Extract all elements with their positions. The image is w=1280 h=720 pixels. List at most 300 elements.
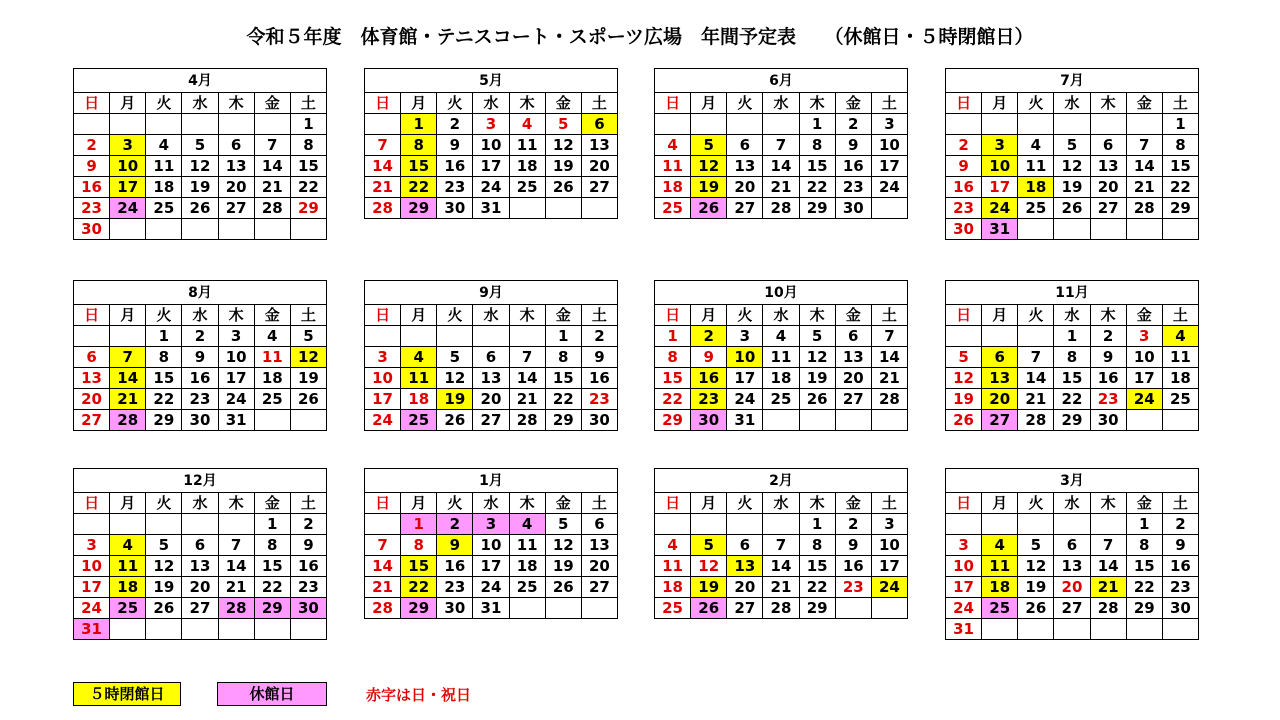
day-cell: 22 [401,577,437,598]
day-cell: 19 [146,577,182,598]
month-calendar [654,280,908,431]
day-cell: 1 [290,114,326,135]
day-cell: 22 [1162,177,1198,198]
day-cell: 20 [835,368,871,389]
day-cell: 16 [74,177,110,198]
day-cell: 11 [982,556,1018,577]
empty-cell [401,326,437,347]
empty-cell [74,514,110,535]
month-title: 3月 [946,469,1199,493]
weekday-header: 金 [254,305,290,326]
day-cell: 18 [146,177,182,198]
day-cell: 18 [401,389,437,410]
day-cell: 20 [727,577,763,598]
day-cell: 27 [835,389,871,410]
empty-cell [799,410,835,431]
weekday-header: 月 [110,305,146,326]
empty-cell [946,114,982,135]
day-cell: 9 [581,347,617,368]
day-cell: 25 [401,410,437,431]
day-cell: 14 [110,368,146,389]
day-cell: 6 [182,535,218,556]
day-cell: 8 [254,535,290,556]
weekday-header: 火 [727,93,763,114]
day-cell: 29 [401,198,437,219]
weekday-header: 月 [982,493,1018,514]
empty-cell [982,514,1018,535]
weekday-header: 金 [835,493,871,514]
day-cell: 3 [473,514,509,535]
weekday-header: 月 [401,305,437,326]
weekday-header: 金 [1126,93,1162,114]
weekday-header: 火 [727,493,763,514]
day-cell: 24 [473,177,509,198]
empty-cell [1162,219,1198,240]
day-cell: 21 [1018,389,1054,410]
day-cell: 12 [545,535,581,556]
weekday-header: 金 [1126,493,1162,514]
weekday-header: 土 [290,305,326,326]
day-cell: 12 [182,156,218,177]
day-cell: 12 [946,368,982,389]
day-cell: 1 [799,514,835,535]
day-cell: 25 [763,389,799,410]
day-cell: 17 [110,177,146,198]
day-cell: 21 [365,577,401,598]
day-cell: 14 [1126,156,1162,177]
day-cell: 12 [1054,156,1090,177]
day-cell: 1 [254,514,290,535]
day-cell: 18 [254,368,290,389]
day-cell: 5 [946,347,982,368]
empty-cell [655,114,691,135]
day-cell: 26 [437,410,473,431]
empty-cell [290,219,326,240]
day-cell: 1 [1162,114,1198,135]
month-title: 6月 [655,69,908,93]
empty-cell [254,219,290,240]
day-cell: 12 [545,135,581,156]
day-cell: 29 [799,598,835,619]
day-cell: 31 [982,219,1018,240]
day-cell: 10 [218,347,254,368]
empty-cell [835,410,871,431]
day-cell: 3 [982,135,1018,156]
day-cell: 26 [545,577,581,598]
day-cell: 6 [835,326,871,347]
day-cell: 22 [1126,577,1162,598]
empty-cell [218,514,254,535]
day-cell: 11 [763,347,799,368]
day-cell: 23 [437,177,473,198]
day-cell: 31 [74,619,110,640]
day-cell: 15 [401,156,437,177]
month-calendar [364,280,618,431]
day-cell: 20 [218,177,254,198]
day-cell: 28 [763,198,799,219]
day-cell: 30 [835,198,871,219]
day-cell: 23 [691,389,727,410]
month-calendar [654,468,908,619]
day-cell: 7 [218,535,254,556]
weekday-header: 月 [691,93,727,114]
day-cell: 29 [1162,198,1198,219]
day-cell: 5 [1054,135,1090,156]
day-cell: 20 [74,389,110,410]
day-cell: 29 [1126,598,1162,619]
weekday-header: 日 [655,93,691,114]
day-cell: 14 [1090,556,1126,577]
day-cell: 30 [182,410,218,431]
weekday-header: 火 [437,493,473,514]
day-cell: 28 [1018,410,1054,431]
day-cell: 20 [727,177,763,198]
day-cell: 13 [727,556,763,577]
day-cell: 21 [871,368,907,389]
day-cell: 13 [835,347,871,368]
day-cell: 15 [146,368,182,389]
day-cell: 4 [254,326,290,347]
day-cell: 5 [437,347,473,368]
day-cell: 15 [799,156,835,177]
day-cell: 22 [401,177,437,198]
empty-cell [254,619,290,640]
day-cell: 23 [437,577,473,598]
empty-cell [691,514,727,535]
month-title: 11月 [946,281,1199,305]
weekday-header: 日 [365,305,401,326]
day-cell: 26 [146,598,182,619]
month-title: 2月 [655,469,908,493]
day-cell: 6 [1090,135,1126,156]
day-cell: 6 [473,347,509,368]
day-cell: 18 [110,577,146,598]
weekday-header: 日 [74,305,110,326]
day-cell: 20 [581,556,617,577]
empty-cell [110,514,146,535]
month-table [654,468,908,619]
day-cell: 16 [437,156,473,177]
day-cell: 7 [763,135,799,156]
day-cell: 15 [799,556,835,577]
day-cell: 26 [691,198,727,219]
month-title: 8月 [74,281,327,305]
day-cell: 22 [254,577,290,598]
empty-cell [871,598,907,619]
day-cell: 9 [437,135,473,156]
day-cell: 1 [799,114,835,135]
month-calendar [945,280,1199,431]
day-cell: 3 [473,114,509,135]
weekday-header: 水 [1054,93,1090,114]
weekday-header: 金 [545,493,581,514]
day-cell: 5 [1018,535,1054,556]
weekday-header: 木 [1090,93,1126,114]
day-cell: 12 [1018,556,1054,577]
day-cell: 8 [799,135,835,156]
legend-closed: 休館日 [217,682,327,706]
day-cell: 31 [218,410,254,431]
day-cell: 6 [982,347,1018,368]
day-cell: 17 [473,556,509,577]
day-cell: 22 [545,389,581,410]
day-cell: 19 [1018,577,1054,598]
day-cell: 29 [1054,410,1090,431]
day-cell: 12 [691,156,727,177]
day-cell: 18 [763,368,799,389]
day-cell: 18 [1018,177,1054,198]
day-cell: 4 [110,535,146,556]
weekday-header: 水 [473,305,509,326]
day-cell: 11 [655,556,691,577]
empty-cell [1018,219,1054,240]
weekday-header: 日 [946,93,982,114]
day-cell: 22 [1054,389,1090,410]
empty-cell [1126,114,1162,135]
day-cell: 28 [365,198,401,219]
day-cell: 29 [799,198,835,219]
empty-cell [218,619,254,640]
month-table [73,68,327,240]
empty-cell [871,198,907,219]
day-cell: 9 [437,535,473,556]
weekday-header: 土 [581,305,617,326]
day-cell: 11 [401,368,437,389]
day-cell: 22 [146,389,182,410]
month-calendar [73,468,327,640]
legend-holiday-note: 赤字は日・祝日 [366,686,472,704]
day-cell: 30 [437,198,473,219]
day-cell: 14 [254,156,290,177]
month-calendar [364,468,618,619]
weekday-header: 木 [509,493,545,514]
day-cell: 26 [182,198,218,219]
day-cell: 13 [473,368,509,389]
empty-cell [871,410,907,431]
day-cell: 16 [1090,368,1126,389]
day-cell: 13 [581,135,617,156]
weekday-header: 土 [290,493,326,514]
weekday-header: 土 [871,93,907,114]
day-cell: 2 [74,135,110,156]
day-cell: 17 [727,368,763,389]
weekday-header: 火 [146,93,182,114]
day-cell: 29 [146,410,182,431]
day-cell: 27 [182,598,218,619]
day-cell: 15 [1162,156,1198,177]
day-cell: 18 [655,577,691,598]
weekday-header: 水 [182,305,218,326]
day-cell: 26 [799,389,835,410]
empty-cell [290,410,326,431]
day-cell: 28 [365,598,401,619]
day-cell: 27 [982,410,1018,431]
weekday-header: 水 [182,93,218,114]
weekday-header: 日 [946,305,982,326]
empty-cell [1054,219,1090,240]
empty-cell [581,198,617,219]
weekday-header: 月 [401,493,437,514]
empty-cell [110,619,146,640]
weekday-header: 木 [218,305,254,326]
empty-cell [982,326,1018,347]
day-cell: 25 [146,198,182,219]
day-cell: 29 [545,410,581,431]
day-cell: 5 [146,535,182,556]
day-cell: 2 [835,514,871,535]
weekday-header: 水 [473,93,509,114]
day-cell: 11 [254,347,290,368]
weekday-header: 日 [655,305,691,326]
day-cell: 3 [218,326,254,347]
day-cell: 14 [365,556,401,577]
day-cell: 24 [946,598,982,619]
weekday-header: 月 [401,93,437,114]
day-cell: 14 [365,156,401,177]
month-title: 5月 [365,69,618,93]
weekday-header: 土 [871,305,907,326]
day-cell: 25 [254,389,290,410]
day-cell: 29 [401,598,437,619]
day-cell: 28 [763,598,799,619]
day-cell: 10 [473,535,509,556]
day-cell: 6 [727,535,763,556]
empty-cell [365,514,401,535]
weekday-header: 土 [1162,305,1198,326]
empty-cell [581,598,617,619]
day-cell: 7 [365,535,401,556]
day-cell: 4 [1018,135,1054,156]
day-cell: 28 [871,389,907,410]
day-cell: 21 [365,177,401,198]
month-title: 4月 [74,69,327,93]
day-cell: 13 [727,156,763,177]
empty-cell [1090,619,1126,640]
day-cell: 17 [982,177,1018,198]
empty-cell [218,219,254,240]
day-cell: 19 [1054,177,1090,198]
weekday-header: 月 [982,93,1018,114]
day-cell: 14 [763,556,799,577]
day-cell: 9 [1162,535,1198,556]
weekday-header: 日 [655,493,691,514]
weekday-header: 金 [254,493,290,514]
weekday-header: 土 [581,493,617,514]
day-cell: 30 [691,410,727,431]
day-cell: 2 [182,326,218,347]
empty-cell [1126,219,1162,240]
day-cell: 30 [1090,410,1126,431]
day-cell: 15 [1126,556,1162,577]
weekday-header: 火 [1018,93,1054,114]
day-cell: 17 [74,577,110,598]
empty-cell [509,198,545,219]
day-cell: 18 [982,577,1018,598]
day-cell: 15 [254,556,290,577]
day-cell: 11 [1018,156,1054,177]
weekday-header: 水 [763,305,799,326]
day-cell: 4 [509,514,545,535]
day-cell: 3 [1126,326,1162,347]
empty-cell [655,514,691,535]
day-cell: 17 [473,156,509,177]
day-cell: 20 [982,389,1018,410]
weekday-header: 火 [146,305,182,326]
day-cell: 15 [290,156,326,177]
weekday-header: 木 [799,93,835,114]
day-cell: 27 [473,410,509,431]
day-cell: 22 [290,177,326,198]
day-cell: 21 [1090,577,1126,598]
weekday-header: 火 [146,493,182,514]
day-cell: 25 [655,598,691,619]
day-cell: 2 [835,114,871,135]
day-cell: 16 [581,368,617,389]
day-cell: 14 [763,156,799,177]
day-cell: 2 [946,135,982,156]
day-cell: 31 [946,619,982,640]
empty-cell [763,114,799,135]
day-cell: 9 [835,135,871,156]
legend-close5: ５時閉館日 [73,682,181,706]
weekday-header: 木 [218,93,254,114]
day-cell: 8 [401,135,437,156]
empty-cell [254,114,290,135]
day-cell: 21 [1126,177,1162,198]
day-cell: 23 [1090,389,1126,410]
day-cell: 18 [655,177,691,198]
empty-cell [1018,114,1054,135]
weekday-header: 日 [946,493,982,514]
weekday-header: 土 [1162,93,1198,114]
day-cell: 10 [74,556,110,577]
weekday-header: 土 [290,93,326,114]
empty-cell [509,598,545,619]
day-cell: 11 [146,156,182,177]
empty-cell [1090,114,1126,135]
empty-cell [545,198,581,219]
weekday-header: 金 [835,305,871,326]
day-cell: 22 [799,577,835,598]
weekday-header: 水 [1054,493,1090,514]
empty-cell [982,619,1018,640]
day-cell: 14 [509,368,545,389]
day-cell: 27 [1054,598,1090,619]
empty-cell [473,326,509,347]
day-cell: 13 [218,156,254,177]
day-cell: 4 [763,326,799,347]
day-cell: 15 [401,556,437,577]
empty-cell [763,514,799,535]
day-cell: 5 [799,326,835,347]
empty-cell [218,114,254,135]
empty-cell [727,114,763,135]
day-cell: 14 [218,556,254,577]
day-cell: 30 [437,598,473,619]
day-cell: 6 [218,135,254,156]
month-calendar [945,68,1199,240]
weekday-header: 金 [545,305,581,326]
month-calendar [654,68,908,219]
day-cell: 18 [1162,368,1198,389]
month-table [654,280,908,431]
day-cell: 8 [146,347,182,368]
day-cell: 8 [545,347,581,368]
day-cell: 28 [1090,598,1126,619]
day-cell: 8 [290,135,326,156]
empty-cell [1090,219,1126,240]
day-cell: 4 [982,535,1018,556]
